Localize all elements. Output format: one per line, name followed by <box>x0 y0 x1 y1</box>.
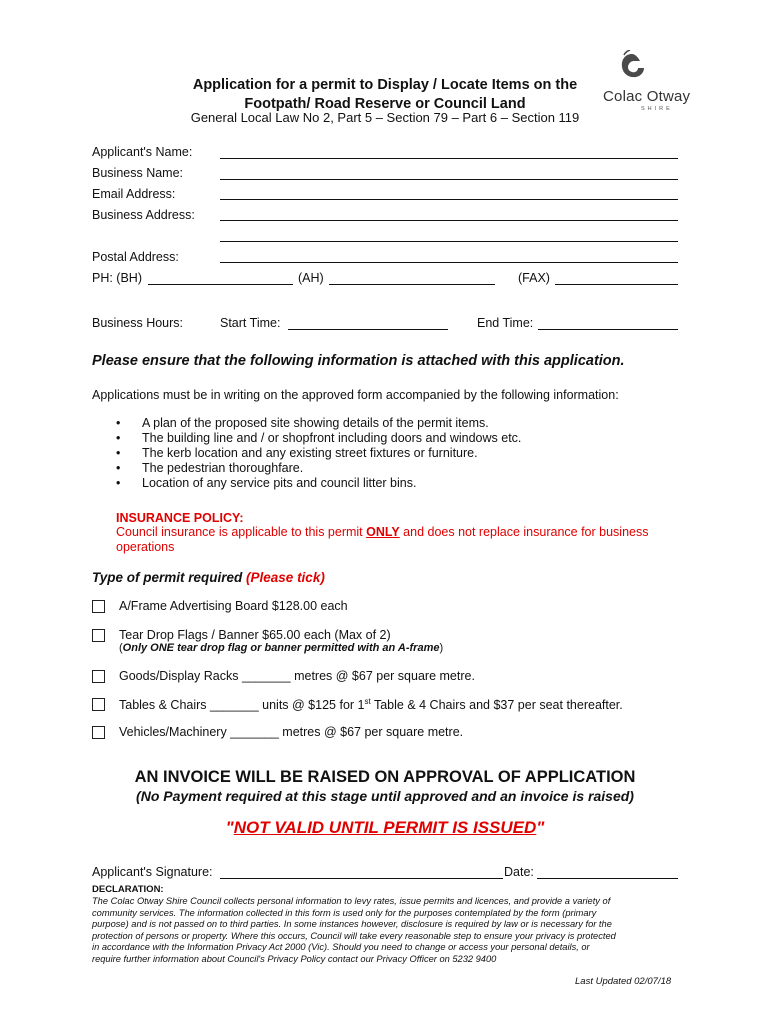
end-time-label: End Time: <box>477 316 534 330</box>
business-address-field[interactable] <box>220 220 678 221</box>
attach-heading: Please ensure that the following information is attached with this application. <box>92 353 625 369</box>
business-hours-label: Business Hours: <box>92 316 184 330</box>
declaration-line: protection of persons or property. Where this occurs, Council will take every reasonable step to ensure your privacy is protected <box>92 930 616 941</box>
business-address-label: Business Address: <box>92 208 195 222</box>
declaration-heading: DECLARATION: <box>92 884 164 895</box>
phone-bh-label: PH: (BH) <box>92 271 142 285</box>
insurance-text <box>116 525 648 539</box>
colac-otway-swirl-icon <box>617 50 647 84</box>
date-label: Date: <box>504 865 534 879</box>
start-time-label: Start Time: <box>220 316 281 330</box>
tables-chairs-label-before: Tables & Chairs _______ units @ $125 for 1 <box>119 698 365 713</box>
date-field[interactable] <box>537 878 678 879</box>
not-valid-text: NOT VALID UNTIL PERMIT IS ISSUED <box>233 818 537 837</box>
insurance-heading: INSURANCE POLICY: <box>116 511 244 525</box>
fax-label: (FAX) <box>518 271 550 285</box>
applicant-name-label: Applicant's Name: <box>92 145 193 159</box>
attach-intro: Applications must be in writing on the approved form accompanied by the following information: <box>92 388 619 402</box>
logo-name: Colac Otway <box>603 88 691 105</box>
declaration-line: community services. The information collected in this form is used only for the purposes contemplated by the form (primary <box>92 907 597 918</box>
tables-chairs-checkbox[interactable] <box>92 698 105 711</box>
insurance-text-before: Council insurance is applicable to this permit <box>116 525 367 539</box>
display-racks-checkbox[interactable] <box>92 670 105 683</box>
business-address-field-line2[interactable] <box>220 241 678 242</box>
logo-sub: SHIRE <box>641 106 673 112</box>
permit-type-heading <box>92 570 325 585</box>
phone-bh-field[interactable] <box>148 284 293 285</box>
insurance-text-line2: operations <box>116 540 175 554</box>
tear-drop-checkbox[interactable] <box>92 629 105 642</box>
insurance-text-after: and does not replace insurance for business <box>399 525 649 539</box>
business-name-field[interactable] <box>220 179 678 180</box>
list-item: • A plan of the proposed site showing details of the permit items. <box>116 416 521 431</box>
permit-type-tick: (Please tick) <box>246 570 325 585</box>
tear-drop-note-text: Only ONE tear drop flag or banner permitted with an A-frame <box>122 642 440 654</box>
signature-field[interactable] <box>220 878 503 879</box>
not-valid-quote-close: " <box>536 818 545 837</box>
tables-chairs-label <box>119 697 623 712</box>
declaration-line: purpose) and is not passed on to third parties. In some instances however, disclosure is required by law or is necessary for the <box>92 919 612 930</box>
invoice-subnotice: (No Payment required at this stage until approved and an invoice is raised) <box>136 788 634 804</box>
end-time-field[interactable] <box>538 329 678 330</box>
tables-chairs-label-after: Table & 4 Chairs and $37 per seat thereafter. <box>370 698 623 713</box>
form-subtitle: General Local Law No 2, Part 5 – Section 79 – Part 6 – Section 119 <box>190 110 580 125</box>
vehicles-label: Vehicles/Machinery _______ metres @ $67 per square metre. <box>119 725 464 739</box>
declaration-line: in accordance with the Information Privacy Act 2000 (Vic). Should you need to change or access your personal details, or <box>92 942 590 953</box>
declaration-text <box>92 896 682 966</box>
start-time-field[interactable] <box>288 329 448 330</box>
tear-drop-note <box>119 642 443 654</box>
tables-chairs-sup: st <box>364 697 371 706</box>
email-field[interactable] <box>220 199 678 200</box>
tear-drop-note-close: ) <box>439 642 444 654</box>
postal-address-label: Postal Address: <box>92 250 179 264</box>
not-valid-notice <box>0 818 770 838</box>
list-item: • Location of any service pits and council litter bins. <box>116 476 521 491</box>
tear-drop-label: Tear Drop Flags / Banner $65.00 each (Max of 2) <box>119 628 391 642</box>
postal-address-field[interactable] <box>220 262 678 263</box>
not-valid-quote-open: " <box>225 818 234 837</box>
list-item: • The building line and / or shopfront including doors and windows etc. <box>116 431 521 446</box>
display-racks-label: Goods/Display Racks _______ metres @ $67 per square metre. <box>119 669 475 683</box>
email-label: Email Address: <box>92 187 176 201</box>
permit-type-heading-text: Type of permit required <box>92 570 247 585</box>
list-item: • The kerb location and any existing street fixtures or furniture. <box>116 446 521 461</box>
list-item: • The pedestrian thoroughfare. <box>116 461 521 476</box>
last-updated: Last Updated 02/07/18 <box>575 976 672 987</box>
phone-ah-field[interactable] <box>329 284 495 285</box>
a-frame-label: A/Frame Advertising Board $128.00 each <box>119 599 348 613</box>
declaration-line: require further information about Council's Privacy Policy contact our Privacy Officer on 5232 9400 <box>92 953 497 964</box>
insurance-only: ONLY <box>366 525 400 539</box>
fax-field[interactable] <box>555 284 678 285</box>
declaration-line: The Colac Otway Shire Council collects personal information to levy rates, issue permits and licences, and provide a variety of <box>92 896 611 906</box>
a-frame-checkbox[interactable] <box>92 600 105 613</box>
invoice-notice: AN INVOICE WILL BE RAISED ON APPROVAL OF APPLICATION <box>134 768 636 786</box>
attach-list <box>116 416 521 491</box>
business-name-label: Business Name: <box>92 166 184 180</box>
form-title-line2: Footpath/ Road Reserve or Council Land <box>244 96 526 112</box>
vehicles-checkbox[interactable] <box>92 726 105 739</box>
tear-drop-note-open: ( <box>119 642 123 654</box>
phone-ah-label: (AH) <box>298 271 324 285</box>
form-title-line1: Application for a permit to Display / Locate Items on the <box>192 77 578 93</box>
signature-label: Applicant's Signature: <box>92 865 213 879</box>
applicant-name-field[interactable] <box>220 158 678 159</box>
